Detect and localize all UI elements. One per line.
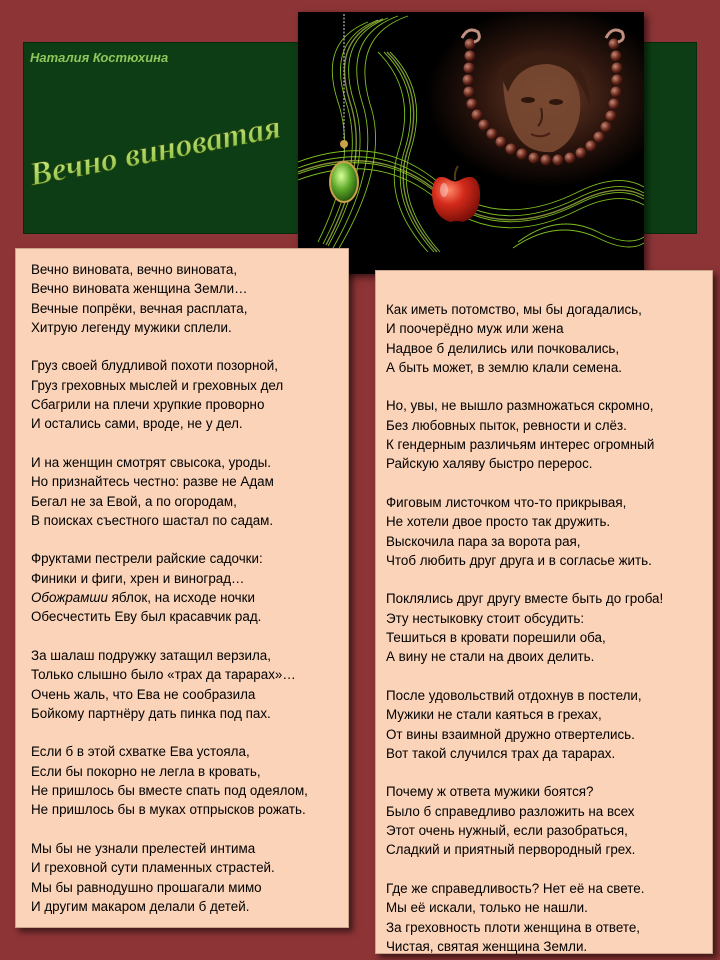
poem-line: К гендерным различьям интерес огромный	[386, 437, 655, 453]
poem-column-left	[15, 248, 349, 928]
poem-line: Если б в этой схватке Ева устояла,	[31, 744, 250, 760]
poem-line: От вины взаимной дружно отвертелись.	[386, 726, 635, 742]
poem-line: Не хотели двое просто так дружить.	[386, 514, 611, 530]
poem-line: И остались сами, вроде, не у дел.	[31, 416, 243, 432]
poem-line: Вечные попрёки, вечная расплата,	[31, 300, 248, 316]
stanza	[31, 453, 308, 530]
poem-line: Бегал не за Евой, а по огородам,	[31, 493, 237, 509]
poem-line: Эту нестыковку стоит обсудить:	[386, 610, 585, 626]
illustration	[298, 12, 644, 274]
poem-line: А быть может, в землю клали семена.	[386, 359, 623, 375]
poem-line: В поисках съестного шастал по садам.	[31, 512, 274, 528]
stanza	[31, 549, 308, 626]
poem-line: Сбагрили на плечи хрупкие проворно	[31, 397, 265, 413]
poem-line: Вечно виновата, вечно виновата,	[31, 262, 238, 277]
poem-line: Бойкому партнёру дать пинка под пах.	[31, 705, 271, 721]
poem-line: Мы её искали, только не нашли.	[386, 900, 588, 916]
poem-line: Чтоб любить друг друга и в согласье жить.	[386, 552, 652, 568]
stanza	[386, 686, 663, 763]
poem-line: Но признайтесь честно: разве не Адам	[31, 474, 274, 490]
poem-line: Мужики не стали каяться в грехах,	[386, 707, 602, 723]
stanza	[386, 396, 663, 473]
stanza	[386, 300, 663, 377]
poem-column-right	[375, 270, 713, 954]
poem-line: Как иметь потомство, мы бы догадались,	[386, 302, 642, 317]
poem-line: За шалаш подружку затащил верзила,	[31, 647, 271, 663]
poem-title-text: Вечно виноватая	[26, 109, 284, 194]
poem-line: Надвое б делились или почковались,	[386, 340, 620, 356]
poem-line: За греховность плоти женщина в ответе,	[386, 919, 641, 935]
poem-line: После удовольствий отдохнув в постели,	[386, 687, 642, 703]
poem-line: Обесчестить Еву был красавчик рад.	[31, 609, 262, 625]
poem-line: Этот очень нужный, если разобраться,	[386, 823, 628, 839]
poem-line: Почему ж ответа мужики боятся?	[386, 784, 594, 800]
poem-line: Тешиться в кровати порешили оба,	[386, 630, 606, 646]
poem-line-italic: Обожрамши	[31, 590, 108, 606]
poem-line-rest: яблок, на исходе ночки	[107, 590, 255, 606]
poem-line: Сладкий и приятный первородный грех.	[386, 842, 636, 858]
poem-line: Фиговым листочком что-то прикрывая,	[386, 494, 627, 510]
poem-line: Хитрую легенду мужики сплели.	[31, 319, 232, 335]
stanza	[386, 589, 663, 666]
stanza	[31, 839, 308, 916]
stanza	[31, 260, 308, 337]
poem-line: Если бы покорно не легла в кровать,	[31, 763, 261, 779]
poem-line: Очень жаль, что Ева не сообразила	[31, 686, 256, 702]
poem-line: Только слышно было «трах да тарарах»…	[31, 667, 296, 683]
stanza	[386, 782, 663, 859]
poem-line: Не пришлось бы в муках отпрысков рожать.	[31, 802, 306, 818]
poem-line: И поочерёдно муж или жена	[386, 321, 564, 337]
poem-text-left	[31, 260, 308, 916]
poem-line: Но, увы, не вышло размножаться скромно,	[386, 398, 654, 414]
poem-line: А вину не стали на двоих делить.	[386, 649, 595, 665]
poem-line: И на женщин смотрят свысока, уроды.	[31, 454, 271, 470]
poem-line: Финики и фиги, хрен и виноград…	[31, 570, 245, 586]
poem-line: Где же справедливость? Нет её на свете.	[386, 880, 645, 896]
stanza	[386, 493, 663, 570]
poem-line: Без любовных пыток, ревности и слёз.	[386, 417, 627, 433]
poem-line: Райскую халяву быстро перерос.	[386, 456, 593, 472]
stanza	[31, 356, 308, 433]
poem-line: Фруктами пестрели райские садочки:	[31, 551, 263, 567]
author-name: Наталия Костюхина	[30, 50, 169, 65]
poem-line: Поклялись друг другу вместе быть до гроба!	[386, 591, 664, 607]
poem-text-right	[386, 300, 663, 956]
stanza	[386, 879, 663, 956]
stanza	[31, 646, 308, 723]
poem-line: Было б справедливо разложить на всех	[386, 803, 635, 819]
stanza	[31, 742, 308, 819]
poem-line: Не пришлось бы вместе спать под одеялом,	[31, 783, 308, 799]
poem-line: Вот такой случился трах да тарарах.	[386, 745, 616, 761]
poem-line: Мы бы не узнали прелестей интима	[31, 840, 256, 856]
poem-line: И греховной сути пламенных страстей.	[31, 860, 275, 876]
poem-line: И другим макаром делали б детей.	[31, 898, 250, 914]
poem-line	[31, 588, 308, 607]
poem-line: Груз греховных мыслей и греховных дел	[31, 377, 284, 393]
poem-line: Выскочила пара за ворота рая,	[386, 533, 581, 549]
poem-line: Мы бы равнодушно прошагали мимо	[31, 879, 262, 895]
poem-line: Груз своей блудливой похоти позорной,	[31, 358, 279, 374]
poem-line: Чистая, святая женщина Земли.	[386, 938, 588, 954]
poem-title	[22, 92, 292, 202]
poem-line: Вечно виновата женщина Земли…	[31, 281, 248, 297]
